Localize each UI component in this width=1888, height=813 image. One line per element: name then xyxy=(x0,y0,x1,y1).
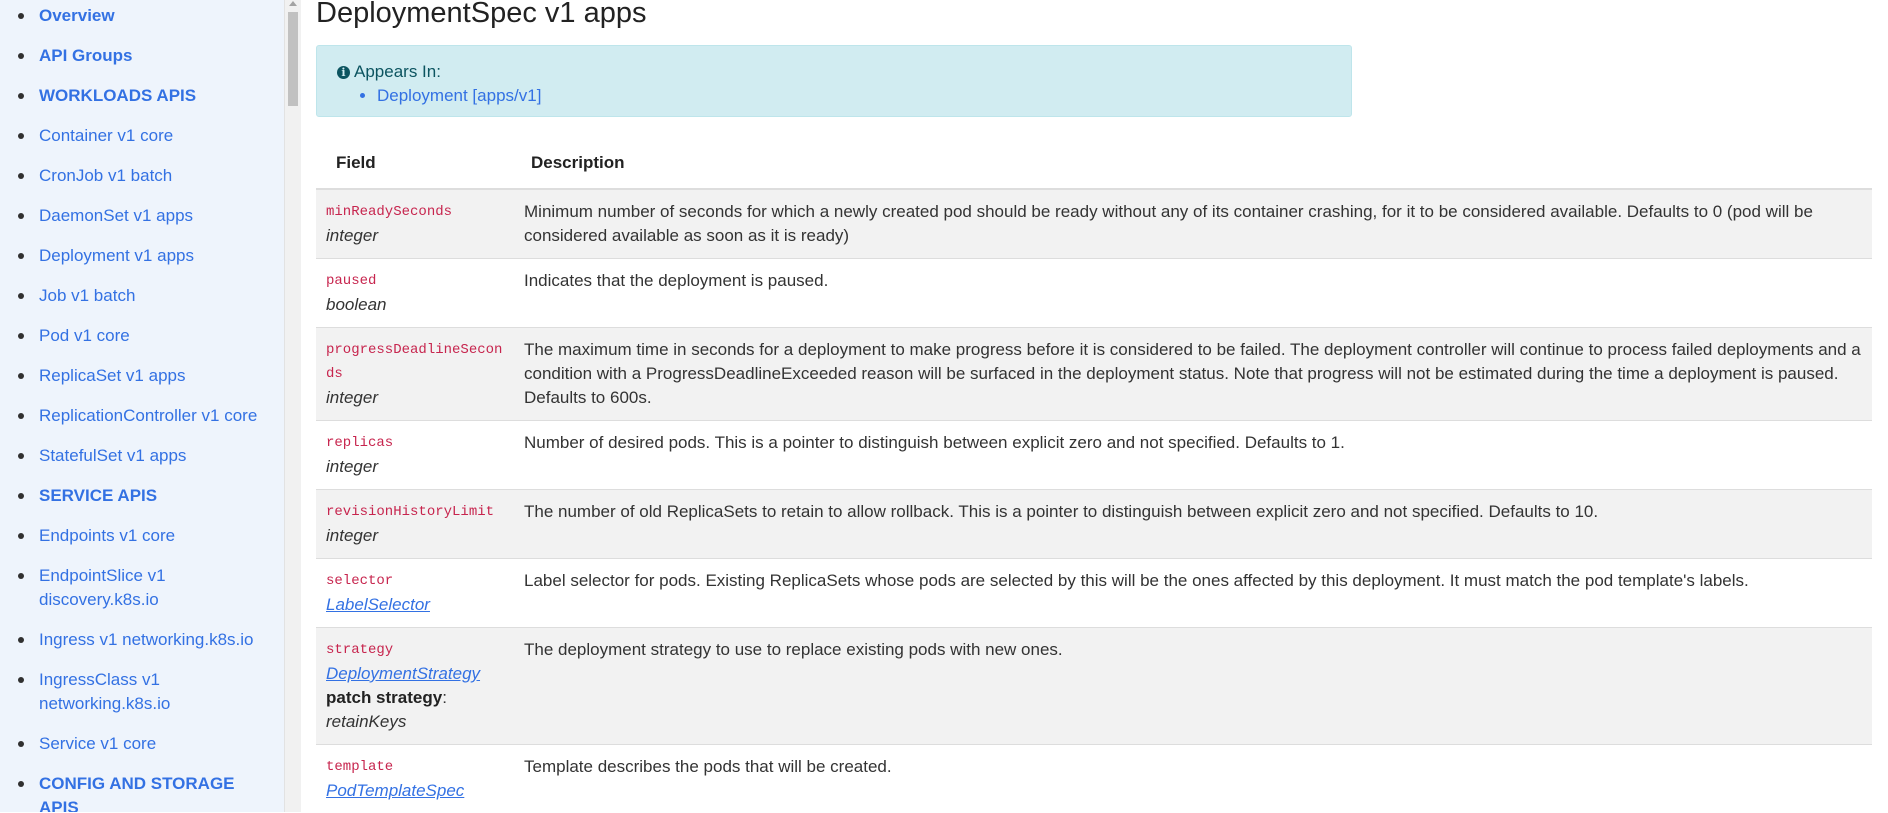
sidebar-item xyxy=(0,84,284,108)
field-cell xyxy=(316,259,514,328)
sidebar-item xyxy=(0,4,284,28)
field-description: Indicates that the deployment is paused. xyxy=(514,259,1872,328)
sidebar-list xyxy=(0,4,284,812)
scroll-up-arrow-icon[interactable] xyxy=(289,1,297,6)
field-description: Label selector for pods. Existing ReplicaSets whose pods are selected by this will be the ones affected by this deployment. It must match the pod template's labels. xyxy=(514,559,1872,628)
sidebar-item-link[interactable]: WORKLOADS APIS xyxy=(39,86,196,105)
field-name: paused xyxy=(326,269,504,293)
fields-table-body xyxy=(316,189,1872,813)
sidebar-item-link[interactable]: Service v1 core xyxy=(39,734,156,753)
appears-in-item xyxy=(377,84,1331,108)
field-description: Template describes the pods that will be created. xyxy=(514,745,1872,813)
sidebar-item-link[interactable]: Job v1 batch xyxy=(39,286,135,305)
field-type: integer xyxy=(326,455,504,479)
field-name: progressDeadlineSeconds xyxy=(326,338,504,386)
sidebar-item xyxy=(0,668,284,716)
sidebar-item xyxy=(0,564,284,612)
appears-in-heading-row xyxy=(337,60,1331,84)
sidebar-item-link[interactable]: Deployment v1 apps xyxy=(39,246,194,265)
field-name: replicas xyxy=(326,431,504,455)
field-type-link[interactable]: DeploymentStrategy xyxy=(326,662,504,686)
appears-in-link[interactable]: Deployment [apps/v1] xyxy=(377,86,541,105)
sidebar-item-link[interactable]: DaemonSet v1 apps xyxy=(39,206,193,225)
sidebar-item-link[interactable]: Ingress v1 networking.k8s.io xyxy=(39,630,254,649)
sidebar-scrollbar[interactable] xyxy=(284,0,301,812)
field-type: boolean xyxy=(326,293,504,317)
sidebar-item-link[interactable]: Pod v1 core xyxy=(39,326,130,345)
sidebar-item xyxy=(0,284,284,308)
sidebar-item xyxy=(0,244,284,268)
field-cell xyxy=(316,628,514,745)
sidebar-item xyxy=(0,364,284,388)
table-row xyxy=(316,490,1872,559)
sidebar-item-link[interactable]: Container v1 core xyxy=(39,126,173,145)
patch-strategy-label: patch strategy xyxy=(326,688,442,707)
sidebar-item xyxy=(0,204,284,228)
sidebar-item-link[interactable]: SERVICE APIS xyxy=(39,486,157,505)
field-cell xyxy=(316,745,514,813)
sidebar-item xyxy=(0,44,284,68)
field-column-header: Field xyxy=(316,138,514,189)
field-cell xyxy=(316,559,514,628)
sidebar-item xyxy=(0,404,284,428)
sidebar-item-link[interactable]: IngressClass v1 networking.k8s.io xyxy=(39,670,170,713)
page-title: DeploymentSpec v1 apps xyxy=(316,0,646,28)
field-cell xyxy=(316,189,514,259)
field-cell xyxy=(316,328,514,421)
table-row xyxy=(316,421,1872,490)
field-cell xyxy=(316,490,514,559)
patch-strategy: patch strategy: retainKeys xyxy=(326,686,504,734)
field-type: integer xyxy=(326,224,504,248)
field-name: selector xyxy=(326,569,504,593)
sidebar-item-link[interactable]: StatefulSet v1 apps xyxy=(39,446,186,465)
table-row xyxy=(316,328,1872,421)
table-row xyxy=(316,628,1872,745)
sidebar-item-link[interactable]: API Groups xyxy=(39,46,133,65)
sidebar-item-link[interactable]: CONFIG AND STORAGE APIS xyxy=(39,774,235,812)
field-type: integer xyxy=(326,524,504,548)
scrollbar-thumb[interactable] xyxy=(288,12,298,106)
patch-strategy-value: retainKeys xyxy=(326,710,504,734)
sidebar-item-link[interactable]: Overview xyxy=(39,6,115,25)
field-description: The maximum time in seconds for a deployment to make progress before it is considered to be failed. The deployment controller will continue to process failed deployments and a condition with a ProgressDeadlineExceeded reason will be surfaced in the deployment status. Note that progress will not be estimated during the time a deployment is paused. Defaults to 600s. xyxy=(514,328,1872,421)
field-type-link[interactable]: PodTemplateSpec xyxy=(326,779,504,803)
sidebar-item xyxy=(0,324,284,348)
sidebar-item xyxy=(0,164,284,188)
field-type: integer xyxy=(326,386,504,410)
field-description: Number of desired pods. This is a pointer to distinguish between explicit zero and not specified. Defaults to 1. xyxy=(514,421,1872,490)
table-row xyxy=(316,745,1872,813)
sidebar-item-link[interactable]: Endpoints v1 core xyxy=(39,526,175,545)
table-header-row xyxy=(316,138,1872,189)
field-description: The deployment strategy to use to replace existing pods with new ones. xyxy=(514,628,1872,745)
field-name: template xyxy=(326,755,504,779)
sidebar-item xyxy=(0,524,284,548)
info-circle-icon: i xyxy=(337,66,350,79)
sidebar-item xyxy=(0,732,284,756)
table-row xyxy=(316,189,1872,259)
field-description: Minimum number of seconds for which a newly created pod should be ready without any of its container crashing, for it to be considered available. Defaults to 0 (pod will be considered available as soon as it is ready) xyxy=(514,189,1872,259)
appears-in-box xyxy=(316,45,1352,117)
sidebar xyxy=(0,0,284,812)
sidebar-item-link[interactable]: CronJob v1 batch xyxy=(39,166,172,185)
field-name: revisionHistoryLimit xyxy=(326,500,504,524)
table-row xyxy=(316,559,1872,628)
field-cell xyxy=(316,421,514,490)
sidebar-item-link[interactable]: ReplicationController v1 core xyxy=(39,406,257,425)
field-type-link[interactable]: LabelSelector xyxy=(326,593,504,617)
sidebar-item-link[interactable]: ReplicaSet v1 apps xyxy=(39,366,185,385)
table-row xyxy=(316,259,1872,328)
sidebar-item xyxy=(0,484,284,508)
appears-in-heading: Appears In: xyxy=(354,62,441,81)
appears-in-list xyxy=(337,84,1331,108)
sidebar-item xyxy=(0,628,284,652)
description-column-header: Description xyxy=(514,138,1872,189)
fields-table xyxy=(316,138,1872,813)
sidebar-item xyxy=(0,444,284,468)
sidebar-item xyxy=(0,124,284,148)
sidebar-item xyxy=(0,772,284,812)
field-description: The number of old ReplicaSets to retain to allow rollback. This is a pointer to distinguish between explicit zero and not specified. Defaults to 10. xyxy=(514,490,1872,559)
sidebar-item-link[interactable]: EndpointSlice v1 discovery.k8s.io xyxy=(39,566,166,609)
field-name: minReadySeconds xyxy=(326,200,504,224)
field-name: strategy xyxy=(326,638,504,662)
